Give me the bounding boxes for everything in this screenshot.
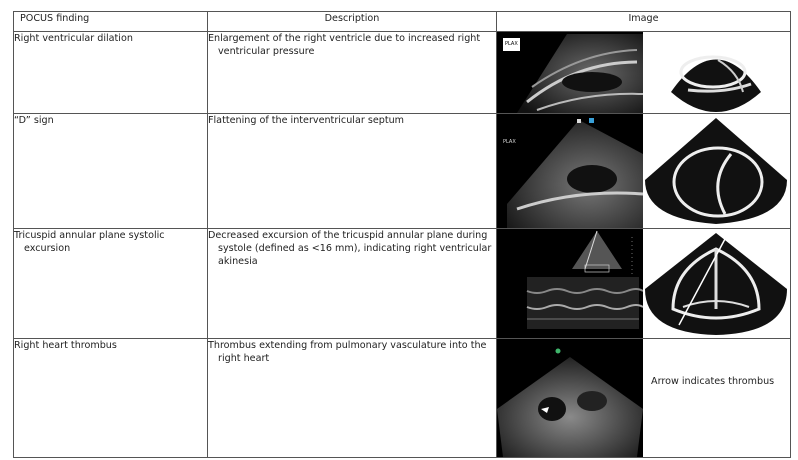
image-cell <box>497 32 791 114</box>
finding-text: Right ventricular dilation <box>14 33 133 44</box>
table-row <box>14 339 791 458</box>
plax-label: PLAX <box>503 38 520 51</box>
thrombus-ultrasound-image <box>497 339 643 457</box>
ultrasound-image <box>497 32 643 113</box>
finding-cell <box>14 114 208 229</box>
d-sign-diagram <box>643 114 789 228</box>
description-cell <box>208 229 497 339</box>
header-image: Image <box>497 12 791 32</box>
finding-cell <box>14 339 208 458</box>
description-cell <box>208 339 497 458</box>
finding-text: Tricuspid annular plane systolic excursion <box>14 230 165 254</box>
ultrasound-image <box>497 114 643 228</box>
finding-text: Right heart thrombus <box>14 340 117 351</box>
header-finding: POCUS finding <box>14 12 208 32</box>
heart-diagram <box>643 32 789 113</box>
image-caption: Arrow indicates thrombus <box>651 376 775 387</box>
table-row <box>14 114 791 229</box>
finding-cell <box>14 229 208 339</box>
finding-cell <box>14 32 208 114</box>
image-cell <box>497 229 791 339</box>
mmode-image <box>497 229 643 338</box>
table-row <box>14 32 791 114</box>
table-row <box>14 229 791 339</box>
description-text: Enlargement of the right ventricle due to increased right ventricular pressure <box>208 33 481 57</box>
description-text: Decreased excursion of the tricuspid annular plane during systole (defined as <16 mm), indicating right ventricular akinesia <box>208 230 492 267</box>
image-cell <box>497 114 791 229</box>
table-header-row <box>14 12 791 32</box>
description-cell <box>208 32 497 114</box>
header-description: Description <box>208 12 497 32</box>
description-text: Thrombus extending from pulmonary vasculature into the right heart <box>208 340 487 364</box>
plax-label: PLAX <box>503 139 516 145</box>
image-cell <box>497 339 791 458</box>
description-text: Flattening of the interventricular septum <box>208 115 405 126</box>
description-cell <box>208 114 497 229</box>
caption-pane <box>643 339 789 388</box>
finding-text: “D” sign <box>14 115 54 126</box>
tapse-diagram <box>643 229 789 338</box>
pocus-findings-table <box>13 11 791 458</box>
